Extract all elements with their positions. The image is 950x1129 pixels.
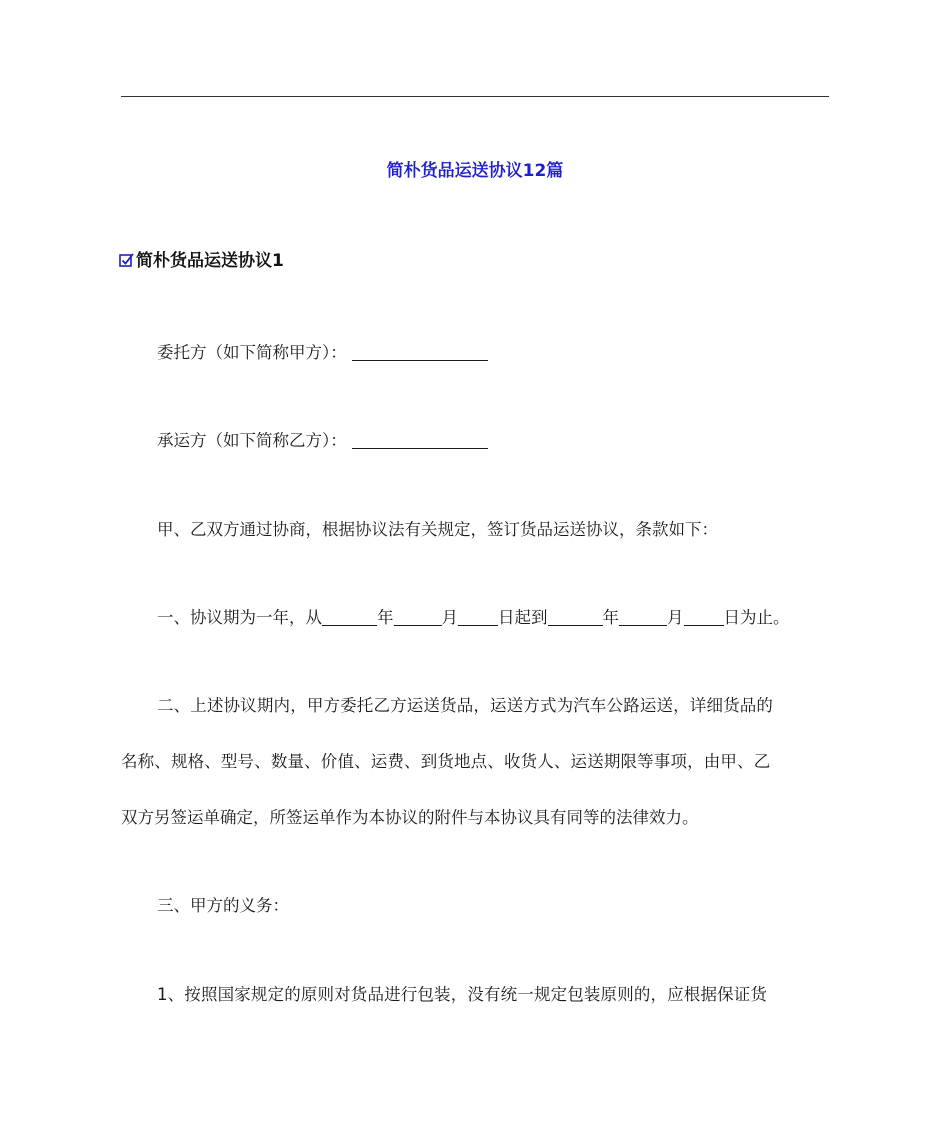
client-label: 委托方（如下简称甲方）： bbox=[157, 343, 347, 362]
clause-2-line-1: 二、上述协议期内，甲方委托乙方运送货品，运送方式为汽车公路运送，详细货品的 bbox=[157, 696, 774, 715]
header-rule bbox=[121, 96, 829, 97]
clause-3-heading: 三、甲方的义务： bbox=[157, 896, 289, 915]
carrier-line bbox=[157, 428, 488, 454]
month-label: 月 bbox=[441, 608, 458, 627]
start-day-blank[interactable] bbox=[458, 608, 498, 626]
preamble-paragraph: 甲、乙双方通过协商，根据协议法有关规定，签订货品运送协议，条款如下： bbox=[157, 520, 718, 539]
clause-2-line-2: 名称、规格、型号、数量、价值、运费、到货地点、收货人、运送期限等事项，由甲、乙 bbox=[121, 752, 771, 771]
clause-1-text: 一、协议期为一年，从 bbox=[157, 608, 322, 627]
section-heading bbox=[119, 248, 284, 274]
day-label: 日为止。 bbox=[723, 608, 790, 627]
checkbox-icon bbox=[119, 253, 134, 268]
end-year-blank[interactable] bbox=[548, 608, 603, 626]
month-label: 月 bbox=[667, 608, 684, 627]
client-blank[interactable] bbox=[352, 343, 488, 361]
clause-2-line-3: 双方另签运单确定，所签运单作为本协议的附件与本协议具有同等的法律效力。 bbox=[121, 808, 699, 827]
year-label: 年 bbox=[377, 608, 394, 627]
carrier-blank[interactable] bbox=[352, 431, 488, 449]
clause-3-item-1: 1、按照国家规定的原则对货品进行包装，没有统一规定包装原则的，应根据保证货 bbox=[157, 985, 768, 1004]
clause-1-paragraph bbox=[157, 605, 790, 631]
section-heading-text: 简朴货品运送协议1 bbox=[136, 251, 284, 271]
end-month-blank[interactable] bbox=[619, 608, 667, 626]
document-title: 简朴货品运送协议12篇 bbox=[386, 161, 564, 181]
day-label: 日起到 bbox=[498, 608, 548, 627]
year-label: 年 bbox=[602, 608, 619, 627]
carrier-label: 承运方（如下简称乙方）： bbox=[157, 431, 347, 450]
start-year-blank[interactable] bbox=[322, 608, 377, 626]
end-day-blank[interactable] bbox=[684, 608, 724, 626]
start-month-blank[interactable] bbox=[394, 608, 442, 626]
client-line bbox=[157, 340, 488, 366]
